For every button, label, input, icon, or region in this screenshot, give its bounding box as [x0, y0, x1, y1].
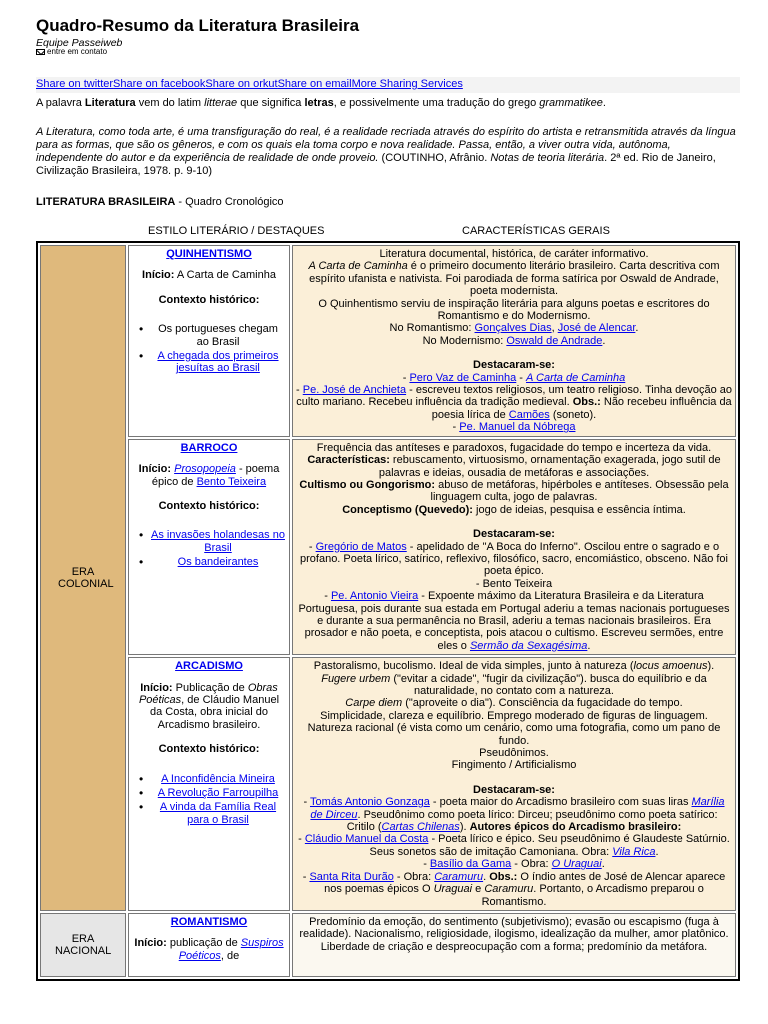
char-text: No Romantismo:	[389, 322, 475, 335]
inicio-value: - poema épico de	[151, 463, 280, 488]
char-italic: Uraguai	[433, 883, 473, 896]
char-line: - Bento Teixeira	[475, 577, 553, 590]
context-label: Contexto histórico:	[158, 293, 260, 306]
inicio-value: , de Cláudio Manuel da Costa, obra inicial do Arcadismo brasileiro.	[149, 694, 280, 731]
context-item-link[interactable]: Os bandeirantes	[177, 556, 259, 569]
list-item	[133, 556, 285, 568]
inicio-value: Publicação de	[172, 681, 248, 694]
char-text: jogo de ideias, pesquisa e essência íntima.	[472, 503, 686, 516]
intro-greek: grammatikee	[539, 97, 603, 109]
char-line: Pseudônimos.	[479, 747, 549, 760]
char-text: e	[472, 883, 485, 896]
more-sharing-link[interactable]: More Sharing Services	[351, 78, 463, 90]
work-link[interactable]: Suspiros Poéticos	[178, 937, 284, 962]
work-link[interactable]: Caramuru	[434, 870, 484, 883]
table-row	[40, 657, 736, 911]
share-orkut-link[interactable]: Share on orkut	[205, 78, 278, 90]
work-link[interactable]: Cartas Chilenas	[381, 821, 460, 834]
char-text: O índio antes de José de Alencar aparece nos poemas épicos O	[324, 870, 726, 896]
char-line	[296, 260, 732, 297]
context-item-link[interactable]: A chegada dos primeiros jesuítas ao Brasil	[157, 350, 279, 375]
author-byline: Equipe Passeiweb	[36, 37, 123, 49]
char-text: .	[587, 639, 591, 652]
contact-link[interactable]	[36, 47, 107, 56]
era-cell-colonial	[40, 245, 126, 911]
author-link[interactable]: Basílio da Gama	[429, 858, 512, 871]
char-line	[296, 454, 732, 479]
context-item-link[interactable]: A Revolução Farroupilha	[157, 787, 279, 800]
char-bold: Características:	[307, 454, 390, 467]
list-item	[133, 323, 285, 348]
author-link[interactable]: Pe. Manuel da Nóbrega	[459, 421, 576, 434]
author-link[interactable]: Oswald de Andrade	[506, 334, 603, 347]
char-line: Frequência das antíteses e paradoxos, fugacidade do tempo e incerteza da vida.	[316, 441, 712, 454]
share-email-link[interactable]: Share on email	[277, 78, 352, 90]
char-line: - Pe. José de Anchieta - escreveu textos religiosos, um teatro religioso. Tinha devoção ao culto mariano. Recebeu influência da tradição medieval. Obs.: Não recebeu influência da poesia lírica de Camões (soneto).	[296, 384, 732, 421]
inicio-text	[133, 937, 285, 962]
work-link[interactable]: O Uraguai	[551, 858, 602, 871]
author-link[interactable]: Santa Rita Durão	[309, 870, 394, 883]
char-line: - Basílio da Gama - Obra: O Uraguai.	[423, 858, 605, 871]
contact-label: entre em contato	[47, 47, 108, 56]
characteristics-cell	[292, 913, 736, 977]
subtitle-rest: - Quadro Cronológico	[175, 196, 284, 208]
intro-text: , e possivelmente uma tradução do grego	[333, 97, 540, 109]
char-bold: Autores épicos do Arcadismo brasileiro:	[469, 821, 682, 834]
share-bar	[36, 77, 740, 93]
table-row	[40, 245, 736, 437]
char-text: - poeta maior do Arcadismo brasileiro com suas liras	[429, 796, 692, 809]
style-cell	[128, 245, 290, 437]
char-bold: Conceptismo (Quevedo):	[342, 503, 473, 516]
context-label: Contexto histórico:	[158, 743, 260, 756]
intro-letras: letras	[304, 97, 334, 109]
highlights-label: Destacaram-se:	[473, 528, 555, 541]
characteristics-cell	[292, 657, 736, 911]
author-link[interactable]: Gonçalves Dias	[474, 322, 552, 335]
char-text: - apelidado de "A Boca do Inferno". Oscilou entre o sagrado e o profano. Poeta lírico, satírico, reflexivo, filosófico, sacro, encomiástico, obsceno. Não foi poeta épico.	[300, 540, 728, 578]
work-link[interactable]: Vila Rica	[612, 845, 656, 858]
share-twitter-link[interactable]: Share on twitter	[36, 78, 114, 90]
intro-text: .	[602, 97, 606, 109]
inicio-value: , de	[220, 949, 240, 962]
work-link[interactable]: Sermão da Sexagésima	[469, 639, 588, 652]
page-title: Quadro-Resumo da Literatura Brasileira	[36, 16, 360, 35]
char-line: Literatura documental, histórica, de caráter informativo.	[379, 248, 649, 260]
list-item	[133, 773, 285, 785]
style-link-barroco[interactable]: BARROCO	[180, 441, 238, 454]
author-link[interactable]: Pe. José de Anchieta	[302, 384, 407, 397]
char-italic: A Carta de Caminha	[308, 260, 408, 273]
inicio-value: A Carta de Caminha	[174, 269, 276, 282]
work-link[interactable]: Marília de Dirceu	[310, 796, 725, 821]
context-item-text: Os portugueses chegam ao Brasil	[158, 323, 278, 348]
author-link[interactable]: Cláudio Manuel da Costa	[304, 833, 429, 846]
char-italic: locus amoenus	[633, 660, 708, 673]
author-link[interactable]: Gregório de Matos	[315, 540, 407, 553]
style-cell	[128, 439, 290, 656]
list-item	[133, 350, 285, 375]
characteristics-cell	[292, 245, 736, 437]
char-line	[296, 673, 732, 698]
char-text: . Portanto, o Arcadismo preparou o Romantismo.	[481, 883, 704, 908]
char-line: Simplicidade, clareza e equilíbrio. Emprego moderado de figuras de linguagem.	[320, 709, 708, 722]
char-text: rebuscamento, virtuosismo, ornamentação exagerada, jogo sutil de palavras e ideias, ousadia de metáforas e associações.	[378, 454, 721, 479]
char-line: No Modernismo: Oswald de Andrade.	[422, 334, 606, 347]
highlights-label: Destacaram-se:	[473, 783, 555, 796]
char-text: .	[601, 858, 605, 871]
char-line: No Romantismo: Gonçalves Dias, José de Alencar.	[389, 322, 639, 335]
char-line: - Tomás Antonio Gonzaga - poeta maior do Arcadismo brasileiro com suas liras Marília de Dirceu. Pseudônimo como poeta lírico: Dirceu; pseudônimo como poeta satírico: Critilo (Cartas Chilenas). Autores épicos do Arcadismo brasileiro:	[303, 796, 725, 834]
char-line: Natureza racional (é vista como um cenário, como uma fotografia, como um pano de fundo.	[307, 722, 721, 747]
obs-label: Obs.:	[489, 870, 518, 883]
author-link[interactable]: Tomás Antonio Gonzaga	[309, 796, 430, 809]
style-link-romantismo[interactable]: ROMANTISMO	[170, 915, 248, 928]
char-line	[296, 504, 732, 516]
era-cell-nacional	[40, 913, 126, 977]
inicio-text	[133, 269, 285, 281]
inicio-label: Início:	[134, 937, 167, 950]
context-list	[133, 323, 285, 375]
char-text: ).	[707, 660, 715, 673]
list-item	[133, 801, 285, 826]
inicio-text	[133, 463, 285, 488]
era-label: ERA COLONIAL	[58, 565, 114, 590]
char-line	[296, 479, 732, 504]
intro-word: Literatura	[84, 97, 136, 109]
quote-citation: (COUTINHO, Afrânio.	[378, 152, 491, 164]
table-row	[40, 913, 736, 977]
inicio-label: Início:	[140, 681, 173, 694]
work-link[interactable]: Prosopopeia	[174, 463, 236, 476]
intro-text: que significa	[237, 97, 305, 109]
inicio-label: Início:	[138, 463, 172, 476]
char-line: - Pe. Manuel da Nóbrega	[452, 421, 576, 434]
char-text: - Obra:	[511, 858, 552, 871]
author-link[interactable]: Pe. Antonio Vieira	[330, 590, 419, 603]
char-line	[296, 660, 732, 672]
characteristics-cell	[292, 439, 736, 656]
char-text: ("evitar a cidade", "fugir da civilização"). busca do equilíbrio e da naturalidade, no contato com a natureza.	[390, 672, 707, 697]
inicio-label: Início:	[142, 269, 175, 282]
intro-text: A palavra	[36, 97, 85, 109]
column-header-style: ESTILO LITERÁRIO / DESTAQUES	[148, 225, 325, 237]
list-item	[133, 787, 285, 799]
char-line: Fingimento / Artificialismo	[451, 759, 577, 772]
char-text: - Obra:	[393, 870, 435, 883]
char-text: é o primeiro documento literário brasileiro. Carta descritiva com espírito ufanista e nativista. Foi parodiada de forma satírica por Oswald de Andrade, poeta modernista.	[309, 260, 720, 298]
char-line: - Santa Rita Durão - Obra: Caramuru. Obs.: O índio antes de José de Alencar aparece nos poemas épicos O Uraguai e Caramuru. Portanto, o Arcadismo preparou o Romantismo.	[302, 870, 726, 908]
chronology-table	[36, 241, 740, 981]
share-facebook-link[interactable]: Share on facebook	[113, 78, 206, 90]
char-line	[296, 697, 732, 709]
char-text: No Modernismo:	[422, 334, 507, 347]
table-row	[40, 439, 736, 656]
context-item-link[interactable]: As invasões holandesas no Brasil	[151, 529, 285, 554]
inicio-value: publicação de	[166, 937, 241, 950]
inicio-work: Obras Poéticas	[138, 681, 278, 706]
char-text: - Expoente máximo da Literatura Brasileira e da Literatura Portuguesa, pois durante sua estada em Portugal aderiu a temas nacionais portugueses e durante a sua permanência no Brasil, aderiu a temas nacionais brasileiros. Era prosador e não poeta, e conceptista, pois atacou o cultismo. Escreveu sermões, entre eles o	[298, 590, 730, 652]
highlights-label: Destacaram-se:	[473, 359, 555, 372]
style-cell	[128, 657, 290, 911]
char-text: Não recebeu influência da poesia lírica de	[431, 396, 732, 421]
char-line: - Pero Vaz de Caminha - A Carta de Caminha	[402, 371, 626, 384]
intro-paragraph	[36, 97, 740, 110]
char-text: - escreveu textos religiosos, um teatro religioso. Tinha devoção ao culto mariano. Recebeu influência da tradição medieval.	[296, 384, 732, 409]
list-item	[133, 529, 285, 554]
context-item-link[interactable]: A Inconfidência Mineira	[161, 772, 275, 785]
quote-text: A Literatura, como toda arte, é uma transfiguração do real, é a realidade recriada através do espírito do artista e retransmitida através da língua para as formas, que são os gêneros, e com os quais ela toma corpo e nova realidade. Passa, então, a viver outra vida, autônoma, independente do autor e da experiência de realidade de onde proveio.	[36, 126, 736, 164]
char-italic: Caramuru	[484, 883, 534, 896]
char-text: Pastoralismo, bucolismo. Ideal de vida simples, junto à natureza (	[313, 660, 634, 673]
author-link[interactable]: Pero Vaz de Caminha	[409, 371, 517, 384]
char-text: abuso de metáforas, hipérboles e antíteses. Obsessão pela linguagem culta, jogo de palavras.	[430, 478, 729, 504]
char-line: - Gregório de Matos - apelidado de "A Boca do Inferno". Oscilou entre o sagrado e o profano. Poeta lírico, satírico, reflexivo, filosófico, sacro, encomiástico, obsceno. Não foi poeta épico.	[300, 540, 728, 578]
char-line: Predomínio da emoção, do sentimento (subjetivismo); evasão ou escapismo (fuga à realidade). Nacionalismo, religiosidade, ilogismo, idealização da mulher, amor platônico. Liberdade de criação e despreocupação com a forma; predomínio da metáfora.	[299, 915, 729, 953]
context-list	[133, 529, 285, 568]
char-line: - Cláudio Manuel da Costa - Poeta lírico e épico. Seu pseudônimo é Glaudeste Satúrnio. Seus sonetos são de imitação Camoniana. Obra: Vila Rica.	[298, 833, 730, 858]
era-label: ERA NACIONAL	[55, 932, 112, 958]
context-item-link[interactable]: A vinda da Família Real para o Brasil	[159, 801, 277, 826]
char-text: - Poeta lírico e épico. Seu pseudônimo é Glaudeste Satúrnio. Seus sonetos são de imitação Camoniana. Obra:	[369, 833, 730, 858]
char-line: O Quinhentismo serviu de inspiração literária para alguns poetas e escritores do Romantismo e do Modernismo.	[318, 297, 710, 323]
context-label: Contexto histórico:	[158, 499, 260, 512]
char-text: .	[655, 845, 659, 858]
quote-citation-title: Notas de teoria literária	[490, 152, 605, 164]
subtitle-bold: LITERATURA BRASILEIRA	[36, 196, 176, 208]
obs-label: Obs.:	[572, 396, 601, 409]
char-line: - Pe. Antonio Vieira - Expoente máximo da Literatura Brasileira e da Literatura Portuguesa, pois durante sua estada em Portugal aderiu a temas nacionais portugueses e durante a sua permanência no Brasil, aderiu a temas nacionais brasileiros. Era prosador e não poeta, e conceptista, pois atacou o cultismo. Escreveu sermões, entre eles o Sermão da Sexagésima.	[298, 590, 730, 652]
char-text: . Pseudônimo como poeta lírico: Dirceu; pseudônimo como poeta satírico: Critilo (	[346, 808, 718, 834]
context-list	[133, 773, 285, 827]
style-link-arcadismo[interactable]: ARCADISMO	[175, 660, 243, 673]
work-link[interactable]: A Carta de Caminha	[526, 371, 626, 384]
author-link[interactable]: Bento Teixeira	[196, 475, 267, 488]
author-link[interactable]: José de Alencar	[557, 322, 636, 335]
intro-latin: litterae	[204, 97, 238, 109]
quote-citation: . 2ª ed. Rio de Janeiro, Civilização Brasileira, 1978. p. 9-10)	[36, 152, 716, 177]
char-text: (soneto).	[549, 408, 597, 421]
quote-paragraph	[36, 126, 740, 178]
char-text: ).	[459, 821, 470, 834]
char-italic: Carpe diem	[345, 697, 403, 710]
intro-text: vem do latim	[135, 97, 205, 109]
char-italic: Fugere urbem	[321, 672, 391, 685]
char-bold: Cultismo ou Gongorismo:	[299, 478, 436, 491]
char-text: ("aproveite o dia"). Consciência da fugacidade do tempo.	[402, 697, 683, 710]
char-text: .	[483, 870, 490, 883]
author-link[interactable]: Camões	[508, 408, 550, 421]
style-link-quinhentismo[interactable]: QUINHENTISMO	[166, 248, 252, 260]
envelope-icon	[36, 49, 45, 55]
section-subtitle	[36, 196, 284, 209]
style-cell	[128, 913, 290, 977]
column-header-characteristics: CARACTERÍSTICAS GERAIS	[462, 225, 610, 237]
inicio-text	[133, 682, 285, 732]
